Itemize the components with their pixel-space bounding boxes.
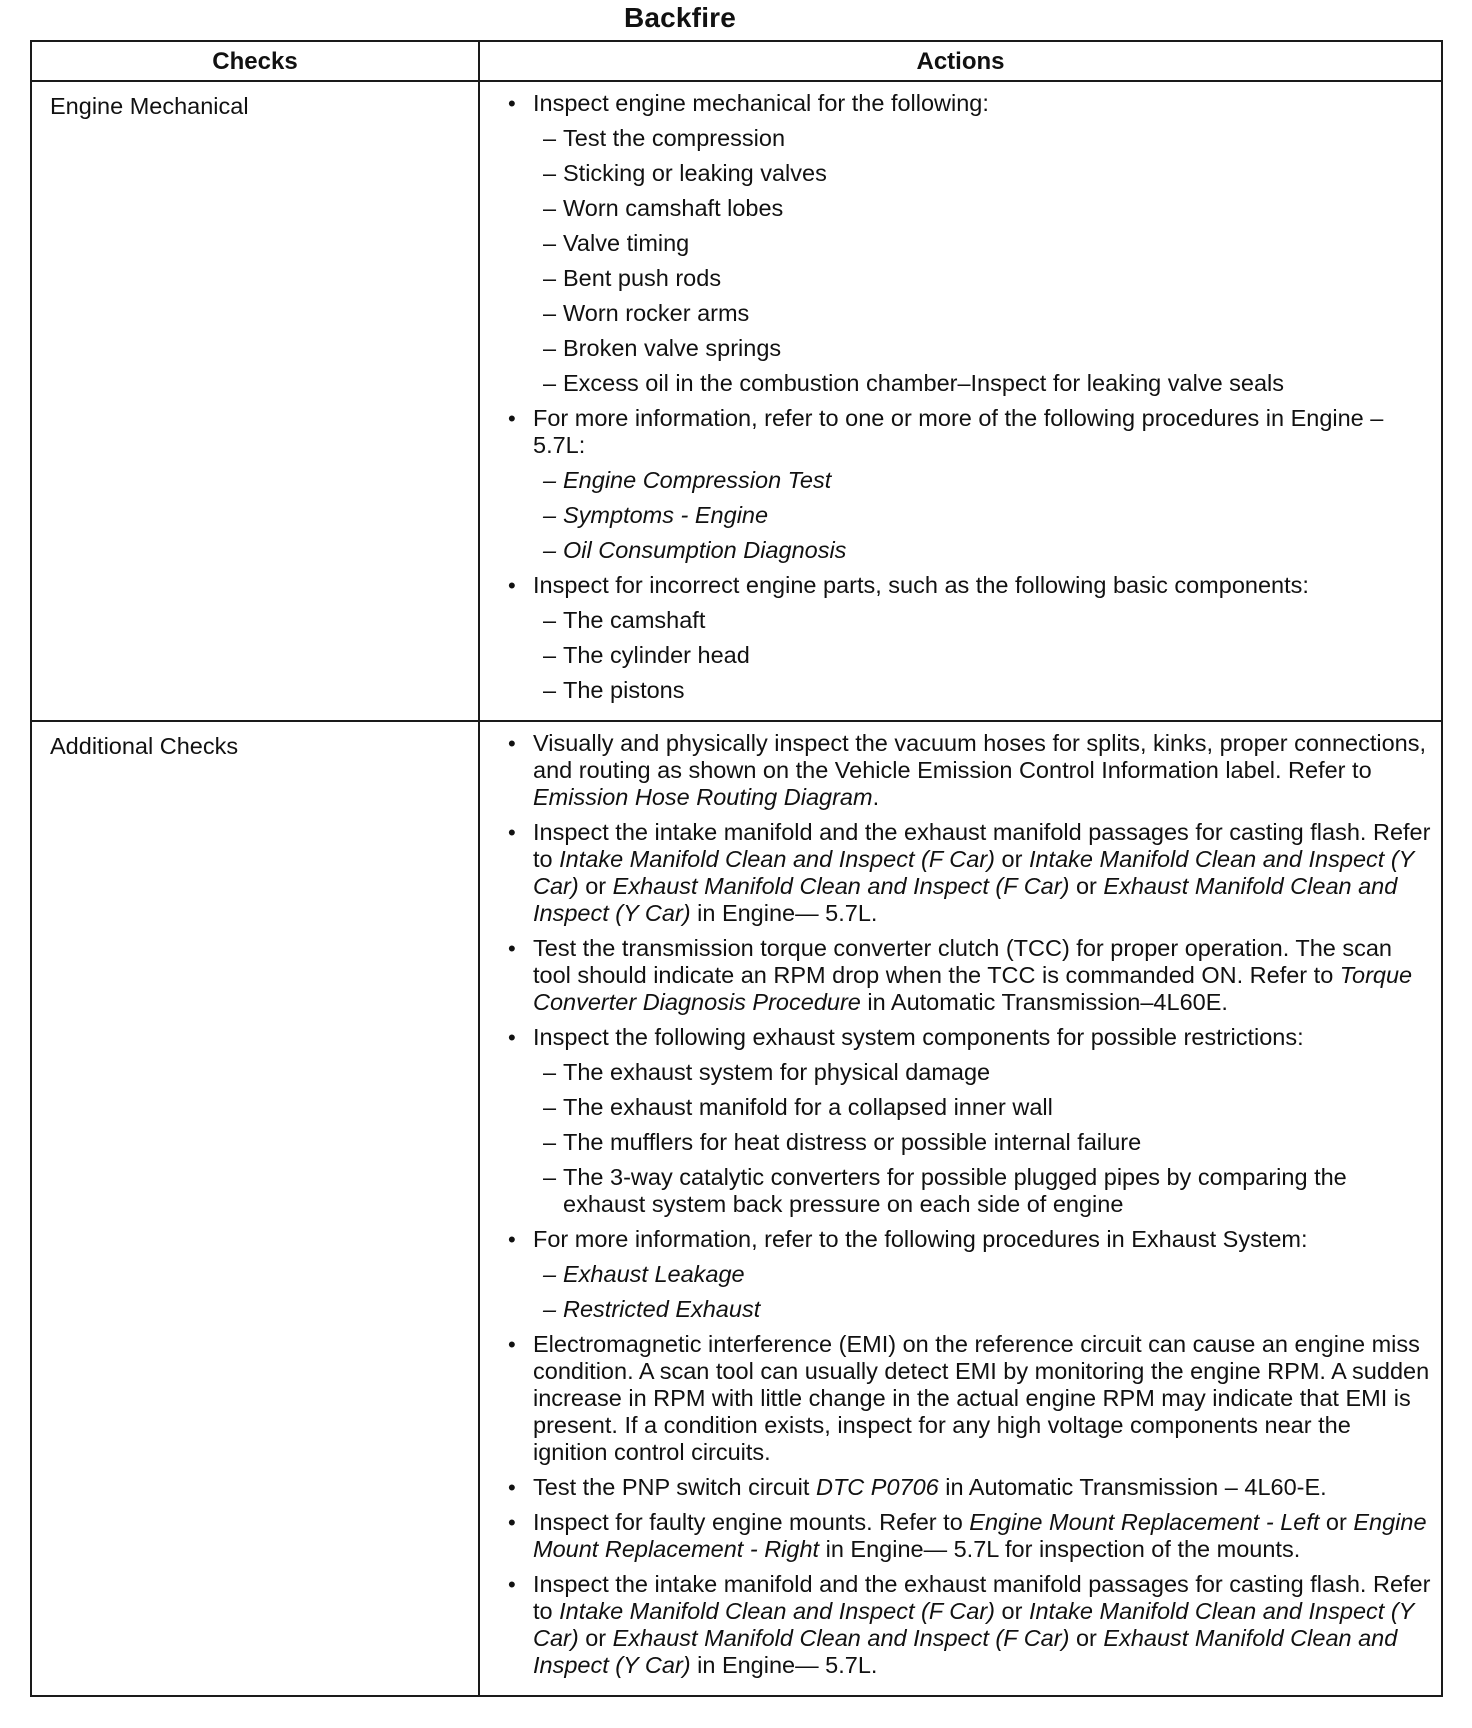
diagnostic-table xyxy=(30,40,1443,1697)
action-item xyxy=(508,730,1431,811)
sub-list xyxy=(533,607,1431,704)
actions-cell xyxy=(479,81,1442,721)
action-text: in Automatic Transmission–4L60E. xyxy=(860,989,1228,1015)
sub-list xyxy=(533,1059,1431,1218)
sub-list xyxy=(533,1261,1431,1323)
action-item xyxy=(508,1024,1431,1218)
action-text: Inspect the following exhaust system components for possible restrictions: xyxy=(533,1024,1304,1050)
procedure-reference: Intake Manifold Clean and Inspect (Y Car) xyxy=(533,1598,1414,1651)
sub-item: – The pistons xyxy=(543,677,1431,704)
action-item xyxy=(508,1571,1431,1679)
sub-item: – Bent push rods xyxy=(543,265,1431,292)
action-item xyxy=(508,935,1431,1016)
action-text: For more information, refer to one or more of the following procedures in Engine –5.7L: xyxy=(533,405,1384,458)
action-text: in Automatic Transmission – 4L60-E. xyxy=(938,1474,1327,1500)
page-title: Backfire xyxy=(623,2,737,33)
action-item xyxy=(508,1331,1431,1466)
action-text: or xyxy=(578,1625,613,1651)
sub-item: – Sticking or leaking valves xyxy=(543,160,1431,187)
checks-header: Checks xyxy=(31,41,479,81)
procedure-reference: Intake Manifold Clean and Inspect (F Car) xyxy=(559,846,995,872)
sub-item: – The mufflers for heat distress or possible internal failure xyxy=(543,1129,1431,1156)
sub-item: – Worn camshaft lobes xyxy=(543,195,1431,222)
sub-item: – The cylinder head xyxy=(543,642,1431,669)
action-text: or xyxy=(994,1598,1029,1624)
sub-item: – The exhaust system for physical damage xyxy=(543,1059,1431,1086)
procedure-reference: Engine Mount Replacement - Right xyxy=(533,1509,1427,1562)
action-text: or xyxy=(1069,873,1104,899)
sub-item: – Broken valve springs xyxy=(543,335,1431,362)
action-text: Inspect for incorrect engine parts, such as the following basic components: xyxy=(533,572,1309,598)
procedure-reference: Exhaust Manifold Clean and Inspect (F Car) xyxy=(612,1625,1070,1651)
action-item xyxy=(508,1509,1431,1563)
procedure-reference: Exhaust Manifold Clean and Inspect (Y Car) xyxy=(533,873,1398,926)
action-text: in Engine— 5.7L. xyxy=(690,1652,878,1678)
action-text: or xyxy=(1069,1625,1104,1651)
table-body xyxy=(31,81,1442,1696)
sub-item: – The camshaft xyxy=(543,607,1431,634)
action-text: For more information, refer to the following procedures in Exhaust System: xyxy=(533,1226,1308,1252)
procedure-reference: Intake Manifold Clean and Inspect (F Car) xyxy=(559,1598,995,1624)
check-cell: Engine Mechanical xyxy=(31,81,479,721)
procedure-reference: Intake Manifold Clean and Inspect (Y Car) xyxy=(533,846,1414,899)
actions-header: Actions xyxy=(479,41,1442,81)
procedure-reference: Torque Converter Diagnosis Procedure xyxy=(533,962,1413,1015)
action-text: Electromagnetic interference (EMI) on the reference circuit can cause an engine miss condition. A scan tool can usually detect EMI by monitoring the engine RPM. A sudden increase in RPM with little change in the actual engine RPM may indicate that EMI is present. If a condition exists, inspect for any high voltage components near the ignition control circuits. xyxy=(533,1331,1430,1465)
check-cell: Additional Checks xyxy=(31,721,479,1696)
sub-item: – The 3-way catalytic converters for possible plugged pipes by comparing the exhaust system back pressure on each side of engine xyxy=(543,1164,1431,1218)
action-item xyxy=(508,819,1431,927)
sub-item: – Test the compression xyxy=(543,125,1431,152)
action-item xyxy=(508,1226,1431,1323)
procedure-reference: Engine Mount Replacement - Left xyxy=(969,1509,1320,1535)
action-text: Inspect engine mechanical for the following: xyxy=(533,90,989,116)
procedure-reference: – Engine Compression Test xyxy=(543,467,1431,494)
action-text: or xyxy=(1319,1509,1354,1535)
action-item xyxy=(508,405,1431,564)
actions-cell xyxy=(479,721,1442,1696)
sub-item: – Excess oil in the combustion chamber–Inspect for leaking valve seals xyxy=(543,370,1431,397)
action-text: or xyxy=(578,873,613,899)
sub-item: – Worn rocker arms xyxy=(543,300,1431,327)
table-row xyxy=(31,81,1442,721)
procedure-reference: Emission Hose Routing Diagram xyxy=(533,784,873,810)
action-text: Test the PNP switch circuit xyxy=(533,1474,816,1500)
sub-list xyxy=(533,467,1431,564)
procedure-reference: Exhaust Manifold Clean and Inspect (Y Car) xyxy=(533,1625,1398,1678)
procedure-reference: – Oil Consumption Diagnosis xyxy=(543,537,1431,564)
action-item xyxy=(508,572,1431,704)
action-text: or xyxy=(994,846,1029,872)
action-item xyxy=(508,90,1431,397)
action-list xyxy=(508,730,1431,1679)
action-text: Visually and physically inspect the vacuum hoses for splits, kinks, proper connections, and routing as shown on the Vehicle Emission Control Information label. Refer to xyxy=(533,730,1427,783)
header-row xyxy=(31,41,1442,81)
sub-item: – The exhaust manifold for a collapsed inner wall xyxy=(543,1094,1431,1121)
sub-list xyxy=(533,125,1431,397)
action-text: . xyxy=(872,784,880,810)
action-text: Test the transmission torque converter clutch (TCC) for proper operation. The scan tool should indicate an RPM drop when the TCC is commanded ON. Refer to xyxy=(533,935,1393,988)
action-text: Inspect the intake manifold and the exhaust manifold passages for casting flash. Refer to xyxy=(533,1571,1431,1624)
action-text: in Engine— 5.7L. xyxy=(690,900,878,926)
action-list xyxy=(508,90,1431,704)
procedure-reference: – Restricted Exhaust xyxy=(543,1296,1431,1323)
procedure-reference: – Exhaust Leakage xyxy=(543,1261,1431,1288)
procedure-reference: Exhaust Manifold Clean and Inspect (F Car) xyxy=(612,873,1070,899)
procedure-reference: DTC P0706 xyxy=(815,1474,939,1500)
action-item xyxy=(508,1474,1431,1501)
table-row xyxy=(31,721,1442,1696)
action-text: Inspect for faulty engine mounts. Refer to xyxy=(533,1509,970,1535)
procedure-reference: – Symptoms - Engine xyxy=(543,502,1431,529)
action-text: Inspect the intake manifold and the exhaust manifold passages for casting flash. Refer to xyxy=(533,819,1431,872)
sub-item: – Valve timing xyxy=(543,230,1431,257)
action-text: in Engine— 5.7L for inspection of the mounts. xyxy=(819,1536,1301,1562)
